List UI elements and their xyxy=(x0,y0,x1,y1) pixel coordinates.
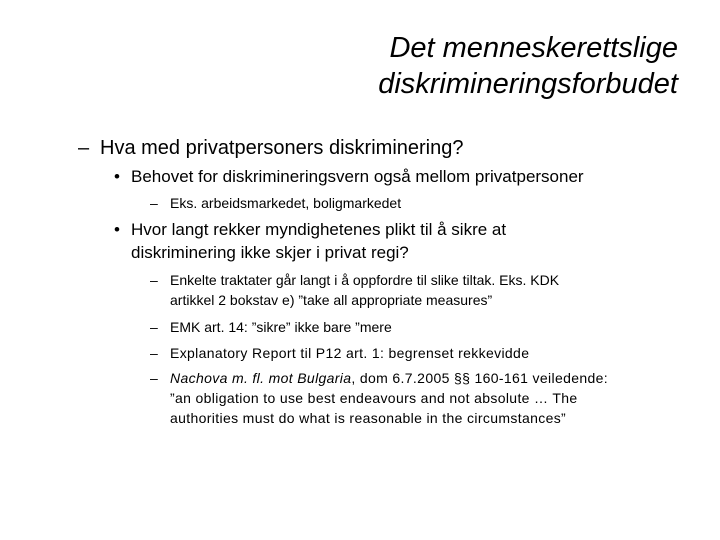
title-line-2: diskrimineringsforbudet xyxy=(378,68,678,100)
bullet-behovet: Behovet for diskrimineringsvern også mellom privatpersoner xyxy=(131,167,584,186)
bullet-dash: – xyxy=(150,370,158,386)
bullet-question: Hva med privatpersoners diskriminering? xyxy=(100,137,464,159)
case-name: Nachova m. fl. mot Bulgaria xyxy=(170,370,352,386)
bullet-traktater-line-1: Enkelte traktater går langt i å oppfordre til slike tiltak. Eks. KDK xyxy=(170,272,560,288)
bullet-dash: – xyxy=(150,272,158,288)
bullet-explanatory: Explanatory Report til P12 art. 1: begrenset rekkevidde xyxy=(170,345,530,361)
case-citation: , dom 6.7.2005 §§ 160-161 veiledende: xyxy=(351,370,609,386)
bullet-dash: – xyxy=(150,195,158,211)
bullet-dot: • xyxy=(114,167,120,186)
bullet-hvor-line-2: diskriminering ikke skjer i privat regi? xyxy=(131,243,409,262)
bullet-traktater-line-2: artikkel 2 bokstav e) ”take all appropriate measures” xyxy=(170,292,493,308)
bullet-dot: • xyxy=(114,220,120,239)
slide-title xyxy=(158,30,678,102)
bullet-dash: – xyxy=(150,345,158,361)
bullet-nachova-line-1 xyxy=(170,368,608,388)
bullet-eks: Eks. arbeidsmarkedet, boligmarkedet xyxy=(170,195,402,211)
bullet-dash: – xyxy=(150,319,158,335)
bullet-emk: EMK art. 14: ”sikre” ikke bare ”mere xyxy=(170,319,392,335)
bullet-nachova-line-2: ”an obligation to use best endeavours and not absolute … The xyxy=(170,390,578,406)
bullet-hvor-line-1: Hvor langt rekker myndighetenes plikt til å sikre at xyxy=(131,220,507,239)
title-line-1: Det menneskerettslige xyxy=(389,32,678,64)
bullet-dash: – xyxy=(78,137,90,159)
bullet-nachova-line-3: authorities must do what is reasonable in the circumstances” xyxy=(170,410,567,426)
